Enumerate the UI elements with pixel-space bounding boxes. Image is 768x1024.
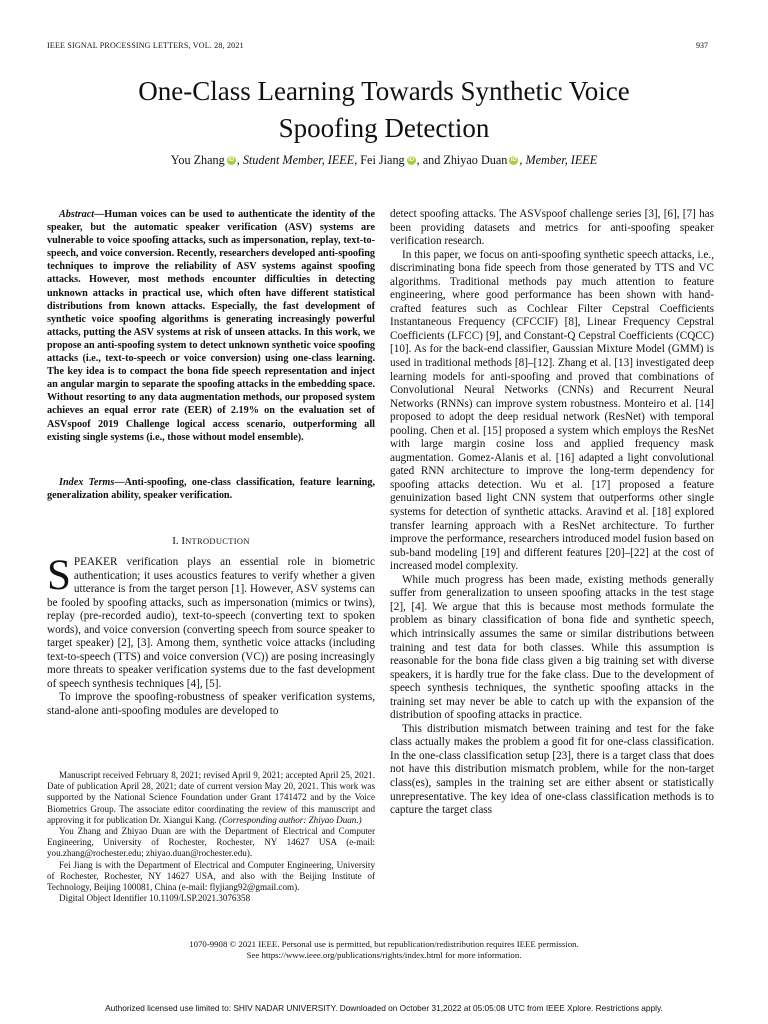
footnote-affiliation-2: Fei Jiang is with the Department of Electrical and Computer Engineering, University of Rochester, Rochester, NY 14627 USA, and also with the Beijing Institute of Technology, Beijing 100081, China (e-mail: flyjiang92@gmail.com). <box>47 859 375 893</box>
title-line-1: One-Class Learning Towards Synthetic Voice <box>138 76 630 106</box>
author-name: , Fei Jiang <box>354 153 405 167</box>
running-header: IEEE SIGNAL PROCESSING LETTERS, VOL. 28, 2021 <box>47 41 244 50</box>
title-line-2: Spoofing Detection <box>278 113 490 143</box>
paper-title <box>40 73 728 147</box>
paragraph: While much progress has been made, existing methods generally suffer from generalization to unseen spoofing attacks in the test stage [2], [4]. We argue that this is because most methods formulate the problem as binary classification of bona fide and synthetic speech, which intrinsically assumes the same or similar distributions between training and test data for both classes. While this assumption is reasonable for the bona fide class given a big training set with diverse speakers, it is hardly true for the fake class. Due to the development of speech synthesis techniques, the synthetic spoofing attacks in the training set may never be able to catch up with the expansion of the distribution of spoofing attacks in practice. <box>390 573 714 722</box>
abstract-text: —Human voices can be used to authenticate the identity of the speaker, but the automatic speaker verification (ASV) systems are vulnerable to voice spoofing attacks, such as impersonation, replay, text-to-speech, and voice conversion. Recently, researchers developed anti-spoofing techniques to improve the reliability of ASV systems against spoofing attacks. However, most methods encounter difficulties in detecting unknown attacks in practical use, which often have different statistical distributions from known attacks. Especially, the fast development of synthetic voice spoofing algorithms is generating increasingly powerful attacks, putting the ASV systems at risk of unseen attacks. In this work, we propose an anti-spoofing system to detect unknown synthetic voice spoofing attacks (i.e., text-to-speech or voice conversion) using one-class learning. The key idea is to compact the bona fide speech representation and inject an angular margin to separate the spoofing attacks in the embedding space. Without resorting to any data augmentation methods, our proposed system achieves an equal error rate (EER) of 2.19% on the evaluation set of ASVspoof 2019 Challenge logical access scenario, outperforming all existing single systems (i.e., those without model ensemble). <box>47 209 375 443</box>
orcid-icon[interactable]: iD <box>408 157 415 163</box>
section-title-first: I <box>181 535 186 547</box>
abstract-label: Abstract <box>59 209 95 220</box>
author-name: You Zhang <box>170 153 225 167</box>
index-terms <box>47 476 375 502</box>
drop-cap: S <box>47 552 71 599</box>
introduction-body <box>47 552 375 719</box>
abstract <box>47 208 375 444</box>
author-name: , and Zhiyao Duan <box>416 153 508 167</box>
section-title-rest: NTRODUCTION <box>185 536 250 546</box>
paragraph: In this paper, we focus on anti-spoofing synthetic speech attacks, i.e., discriminating bona fide speech from those generated by TTS and VC algorithms. Traditional methods pay much attention to feature engineering, where good performance has been shown with hand-crafted features such as Cochlear Filter Cepstral Coefficients Instantaneous Frequency (CFCCIF) [8], Linear Frequency Cepstral Coefficients (LFCC) [9], and Constant-Q Cepstral Coefficients (CQCC) [10]. As for the back-end classifier, Gaussian Mixture Model (GMM) is used in traditional methods [8]–[12]. Zhang et al. [13] investigated deep learning models for anti-spoofing and proved that combinations of Convolutional Neural Networks (CNNs) and Recurrent Neural Networks (RNNs) can improve system robustness. Monteiro et al. [14] proposed to adopt the deep residual network (ResNet) with temporal pooling. Chen et al. [15] proposed a system which employs the ResNet with large margin cosine loss and applied frequency mask augmentation. Gomez-Alanis et al. [16] adapted a light convolutional gated RNN architecture to improve the long-term dependency for spoofing attacks detection. Wu et al. [17] proposed a feature genuinization based light CNN system that outperforms other single systems for detection of synthetic attacks. Aravind et al. [18] explored transfer learning approach with a ResNet architecture. To further improve the performance, researchers introduced model fusion based on sub-band modeling [19] and different features [20]–[22] at the cost of increased model complexity. <box>390 248 714 573</box>
license-notice: Authorized licensed use limited to: SHIV NADAR UNIVERSITY. Downloaded on October 31,2022 at 05:05:08 UTC from IEEE Xplore. Restrictions apply. <box>105 1003 663 1013</box>
index-terms-label: Index Terms <box>59 477 115 488</box>
footnote-affiliation-1: You Zhang and Zhiyao Duan are with the Department of Electrical and Computer Engineering, University of Rochester, Rochester, NY 14627 USA (e-mail: you.zhang@rochester.edu; zhiyao.duan@rochester.edu). <box>47 826 375 859</box>
footnotes <box>47 770 375 904</box>
paragraph: This distribution mismatch between training and test for the fake class actually makes the problem a good fit for one-class classification. In the one-class classification setup [23], there is a target class that does not have this distribution mismatch problem, while for the non-target class(es), samples in the training set are either absent or statistically unrepresentative. The key idea of one-class classification methods is to capture the target class <box>390 722 714 817</box>
orcid-icon[interactable]: iD <box>228 157 235 163</box>
copyright-line-1: 1070-9908 © 2021 IEEE. Personal use is permitted, but republication/redistribution requires IEEE permission. <box>189 939 579 949</box>
right-column-body <box>390 208 714 818</box>
footnote-doi: Digital Object Identifier 10.1109/LSP.2021.3076358 <box>59 893 251 904</box>
orcid-icon[interactable]: iD <box>510 157 517 163</box>
paragraph: detect spoofing attacks. The ASVspoof challenge series [3], [6], [7] has been providing datasets and metrics for anti-spoofing speaker verification research. <box>390 208 714 248</box>
author-role: , Member, IEEE <box>519 153 598 167</box>
page-number: 937 <box>696 41 708 50</box>
copyright-line-2: See https://www.ieee.org/publications/rights/index.html for more information. <box>246 950 522 960</box>
author-line <box>40 153 728 168</box>
section-heading <box>47 535 375 547</box>
section-numeral: I. <box>172 535 179 547</box>
footnote-manuscript: Manuscript received February 8, 2021; revised April 9, 2021; accepted April 25, 2021. Date of publication April 28, 2021; date of current version May 20, 2021. This work was supported by the National Science Foundation under Grant 1741472 and by the Voice Biometrics Group. The associate editor coordinating the review of this manuscript and approving it for publication Dr. Xiangui Kang. <box>47 770 375 825</box>
footnote-corresponding: (Corresponding author: Zhiyao Duan.) <box>219 814 362 825</box>
index-terms-text: —Anti-spoofing, one-class classification, feature learning, generalization ability, speaker verification. <box>47 477 375 502</box>
intro-paragraph-1: PEAKER verification plays an essential role in biometric authentication; it uses acoustics features to verify whether a given utterance is from the target person [1]. However, ASV systems can be fooled by spoofing attacks, such as impersonation (mimics or twins), replay (pre-recorded audio), text-to-speech (converting text to spoken words), and voice conversion (converting speech from source speaker to target speaker) [2], [3]. Among them, synthetic voice attacks (including text-to-speech (TTS) and voice conversion (VC)) are posing increasingly more threats to speaker verification systems due to the fast development of speech synthesis techniques [4], [5]. <box>47 556 375 690</box>
author-role: , Student Member, IEEE <box>236 153 355 167</box>
copyright-notice <box>40 939 728 961</box>
intro-paragraph-2: To improve the spoofing-robustness of speaker verification systems, stand-alone anti-spoofing modules are developed to <box>47 691 375 718</box>
